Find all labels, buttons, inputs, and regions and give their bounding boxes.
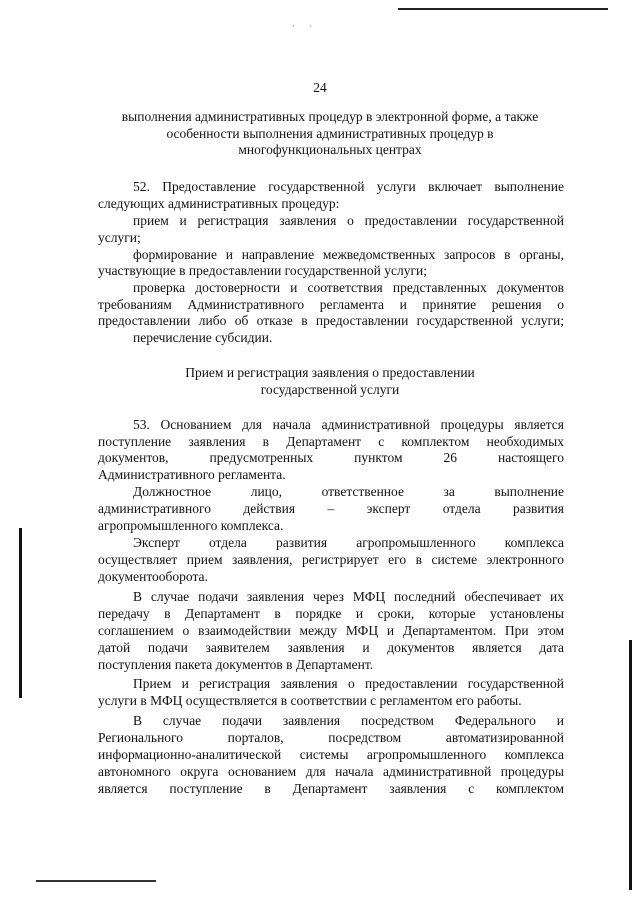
paragraph-line: Прием и регистрация заявления о предоставлении государственной bbox=[133, 676, 564, 691]
paragraph-line: документов, предусмотренных пунктом 26 настоящего bbox=[98, 450, 564, 465]
paragraph-line: Регионального порталов, посредством автоматизированной bbox=[98, 730, 564, 745]
paragraph-line: соглашением о взаимодействии между МФЦ и Департаментом. При этом bbox=[98, 623, 564, 638]
paragraph-line: перечисление субсидии. bbox=[133, 330, 273, 345]
paragraph-line: документооборота. bbox=[98, 569, 208, 584]
page-number: 24 bbox=[313, 80, 327, 95]
scan-artifact-top-rule bbox=[398, 8, 608, 10]
scan-artifact-bottom-rule bbox=[36, 880, 156, 882]
paragraph-line: является поступление в Департамент заявления с комплектом bbox=[98, 781, 564, 796]
section-heading-electronic-procedures bbox=[100, 109, 560, 159]
paragraph-line: проверка достоверности и соответствия представленных документов bbox=[133, 280, 564, 295]
paragraph-line: предоставлении либо об отказе в предоставлении государственной услуги; bbox=[98, 313, 564, 328]
paragraph-line: следующих административных процедур: bbox=[98, 196, 340, 211]
heading-line: Прием и регистрация заявления о предоставлении bbox=[185, 365, 475, 380]
paragraph-line: В случае подачи заявления через МФЦ последний обеспечивает их bbox=[133, 589, 564, 604]
paragraph-line: поступление заявления в Департамент с комплектом необходимых bbox=[98, 434, 564, 449]
scan-artifact-right-bar bbox=[629, 640, 632, 890]
paragraph-line: прием и регистрация заявления о предоставлении государственной bbox=[133, 213, 564, 228]
paragraph-line: поступления пакета документов в Департамент. bbox=[98, 657, 374, 672]
paragraph-line: датой подачи заявителем заявления и документов является дата bbox=[98, 640, 564, 655]
paragraph-line: Эксперт отдела развития агропромышленного комплекса bbox=[133, 535, 564, 550]
paragraph-line: требованиям Административного регламента и принятие решения о bbox=[98, 297, 564, 312]
paragraph-line: участвующие в предоставлении государственной услуги; bbox=[98, 263, 428, 278]
paragraph-line: автономного округа основанием для начала административной процедуры bbox=[98, 764, 564, 779]
heading-line: государственной услуги bbox=[260, 381, 400, 397]
section-heading-reception-registration bbox=[100, 365, 560, 398]
heading-line: многофункциональных центрах bbox=[238, 142, 422, 157]
scan-artifact-left-bar bbox=[19, 528, 22, 698]
heading-line: особенности выполнения административных процедур в bbox=[166, 125, 494, 141]
paragraph-line: услуги; bbox=[98, 230, 141, 245]
paragraph-line: Административного регламента. bbox=[98, 467, 286, 482]
paragraph-line: осуществляет прием заявления, регистрирует его в системе электронного bbox=[98, 552, 564, 567]
paragraph-line: формирование и направление межведомственных запросов в органы, bbox=[133, 247, 564, 262]
paragraph-line: агропромышленного комплекса. bbox=[98, 518, 284, 533]
scan-artifact-marks: ʿ ʿ bbox=[292, 24, 319, 34]
paragraph-line: информационно-аналитической системы агропромышленного комплекса bbox=[98, 747, 564, 762]
paragraph-line: В случае подачи заявления посредством Федерального и bbox=[133, 713, 564, 728]
paragraph-line: Должностное лицо, ответственное за выполнение bbox=[133, 484, 564, 499]
heading-line: выполнения административных процедур в электронной форме, а также bbox=[121, 109, 539, 124]
paragraph-line: передачу в Департамент в порядке и сроки, которые установлены bbox=[98, 606, 564, 621]
paragraph-line: услуги в МФЦ осуществляется в соответствии с регламентом его работы. bbox=[98, 693, 522, 708]
paragraph-line: административного действия – эксперт отдела развития bbox=[98, 501, 564, 516]
paragraph-line: 53. Основанием для начала административной процедуры является bbox=[133, 417, 564, 432]
paragraph-line: 52. Предоставление государственной услуги включает выполнение bbox=[133, 179, 564, 194]
